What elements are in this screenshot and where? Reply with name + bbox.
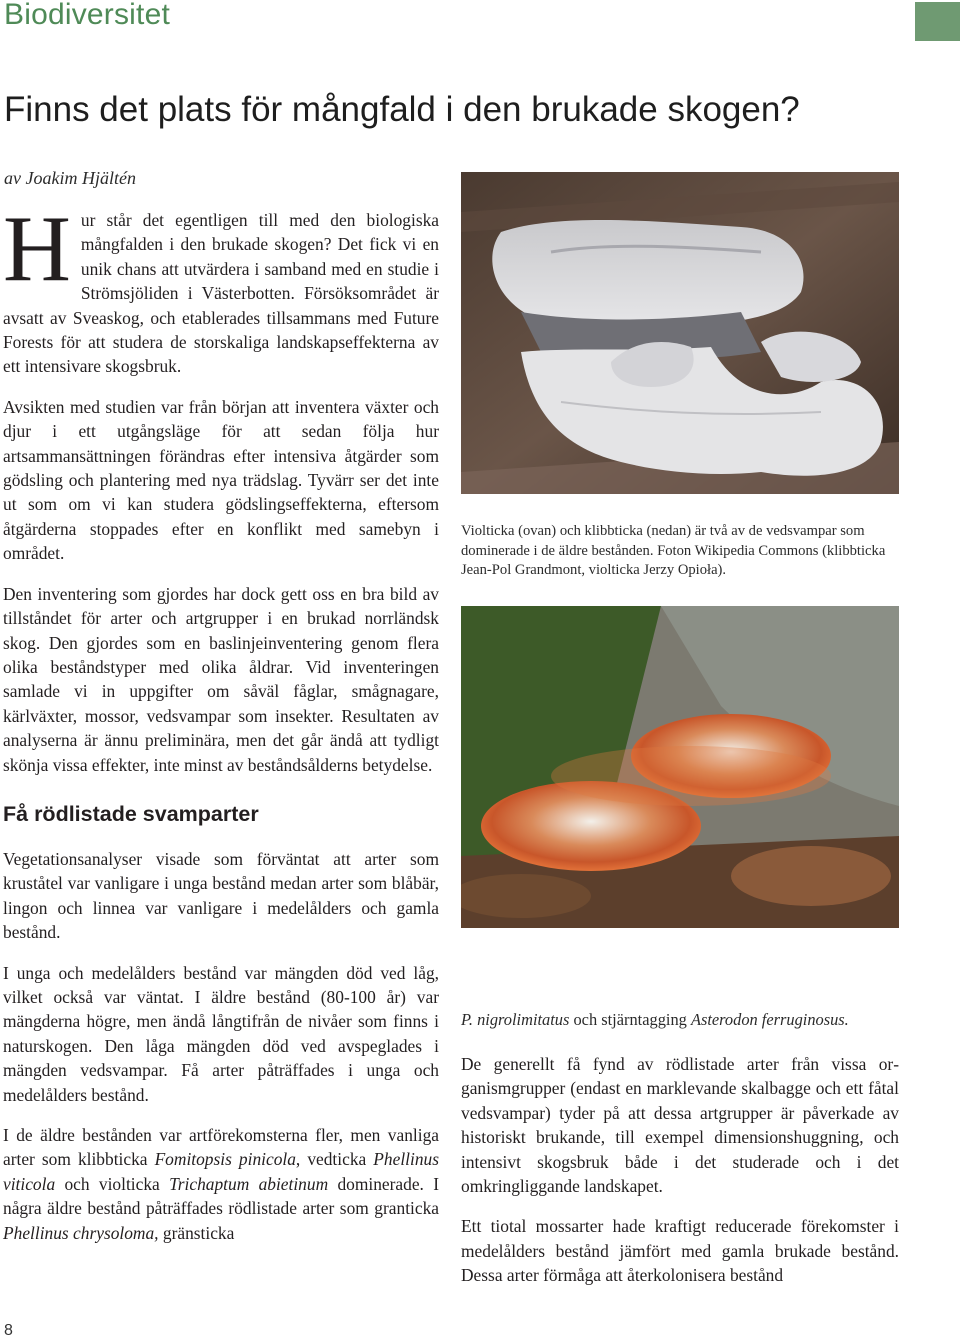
body-paragraph: Avsikten med studien var från början att inventera växter och djur i ett utgångsläge för att sedan följa hur artsammansättningen förändras efter intensiva åtgärder som gödsling och plantering med nya trädslag. Tyvärr ser det inte ut som om vi kan studera gödslingseffekterna, eftersom åtgärderna stoppades efter en konflikt med samebyn i området. [3, 396, 439, 564]
body-paragraph: Den inventering som gjordes har dock gett oss en bra bild av tillståndet för arter och artgrupper i en brukad norrländsk skog. Den gjordes som en baslinjeinventering genom flera olika beståndstyper med olika åldrar. Vid inventeringen samlade vi in uppgifter om såväl fåglar, smågnagare, kärlväxter, mossor, vedsvampar som insekter. Resultaten av analyserna är ännu preliminära, men det går ändå att tydligt skönja vissa effekter, inte minst av beståndsålderns betydelse. [3, 583, 439, 775]
body-paragraph: Vegetationsanalyser visade som förväntat att arter som kruståtel var vanligare i unga bestånd medan arter som blåbär, lingon och linnea var vanligare i medelålders och gamla bestånd. [3, 848, 439, 943]
body-paragraph: De generellt få fynd av rödlistade arter från vissa organismgrupper (endast en marklevande skalbagge och ett fåtal vedsvampar) tyder på att dessa artgrupper är påverkade av historiskt brukande, till exempel dimensionshuggning, och intensivt skogsbruk både i det studerade och i det omkringliggande landskapet. [461, 1054, 899, 1197]
body-paragraph: Ett tiotal mossarter hade kraftigt reducerade förekomster i medelålders bestånd jämfört med gamla brukade bestånd. Dessa arter förmåga att återkolonisera bestånd [461, 1216, 899, 1286]
page-number: 8 [4, 1322, 13, 1339]
section-subheading: Få rödlistade svamparter [3, 801, 259, 826]
right-column [461, 1052, 899, 1304]
intro-paragraph: Hur står det egentligen till med den biologiska mångfalden i den brukade skogen? Det fick vi en unik chans att utvärdera i samband med en studie i Strömsjöliden i Västerbotten. Försöksområdet är avsatt av Sveaskog, och etablerades tillsammans med Future Forests för att studera de storskaliga landskapseffekterna av ett intensivare skogsbruk. [3, 197, 439, 377]
byline: av Joakim Hjältén [4, 168, 136, 188]
body-paragraph: I unga och medelålders bestånd var mängden död ved låg, vilket också var väntat. I äldre bestånd (80-100 år) var mängderna högre, men ändå långtifrån de nivåer som finns i naturskogen. Den låga mängden död ved avspeglades i mängden vedsvampar. Få arter påträffades i unga och medelålders bestånd. [3, 962, 439, 1105]
continued-line: P. nigrolimitatus och stjärntagging Asterodon ferruginosus. [461, 1010, 849, 1029]
section-label: Biodiversitet [4, 0, 171, 31]
body-paragraph: I de äldre bestånden var artförekomsterna fler, men vanliga arter som klibbticka Fomitopsis pinicola, vedticka Phellinus viticola och violticka Trichaptum abietinum dominerade. I några äldre bestånd påträffades rödlistade arter som granticka Phellinus chrysoloma, gränsticka [3, 1125, 439, 1243]
photo-caption: Violticka (ovan) och klibbticka (nedan) är två av de vedsvampar som dominerade i de äldre bestånden. Foton Wikipedia Commons (klibbticka Jean-Pol Grandmont, violticka Jerzy Opioła). [461, 523, 886, 578]
section-color-tab [915, 2, 960, 41]
photo-klibbticka [461, 606, 899, 928]
photo-violticka [461, 172, 899, 494]
article-title: Finns det plats för mångfald i den brukade skogen? [4, 90, 800, 129]
left-column [3, 197, 439, 1261]
